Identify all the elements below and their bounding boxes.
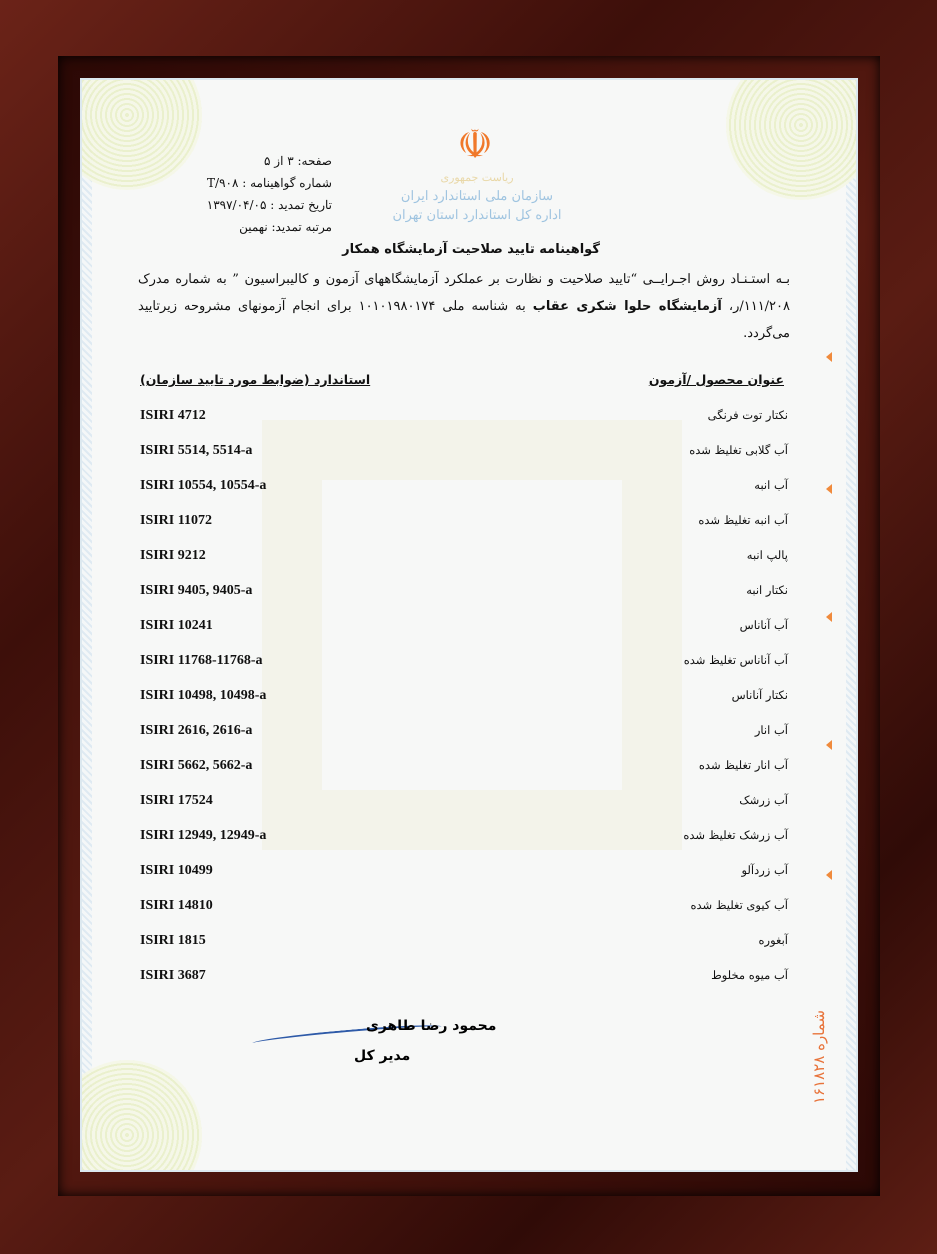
table-row [140,863,788,883]
table-row [140,828,788,848]
triangle-mark [826,484,832,494]
table-row [140,898,788,918]
certificate-paragraph [138,266,790,347]
certificate [80,78,858,1172]
product-name: آب کیوی تغلیظ شده [690,898,788,912]
standard-code: ISIRI 5662, 5662-a [140,758,253,773]
certificate-info [172,150,332,238]
table-row [140,443,788,463]
product-name: آب آناناس [739,618,788,632]
product-name: نکتار توت فرنگی [707,408,788,422]
table-row [140,583,788,603]
product-name: آبغوره [758,933,788,947]
standard-code: ISIRI 1815 [140,933,206,948]
triangle-mark [826,740,832,750]
standard-code: ISIRI 5514, 5514-a [140,443,253,458]
paragraph-text: بـه استـنـاد روش اجـرایــی “تایید صلاحیت و نظارت بر عملکرد آزمایشگاههای آزمون و کالیبراسیون ” به شماره مدرک ۱۱۱/۲۰۸/ر، [138,272,791,314]
triangle-mark [826,352,832,362]
product-name: نکتار انبه [746,583,788,597]
standard-code: ISIRI 14810 [140,898,213,913]
triangle-mark [826,870,832,880]
product-name: آب میوه مخلوط [711,968,788,982]
table-row [140,408,788,428]
certificate-title: گواهینامه تایید صلاحیت آزمایشگاه همکار [342,242,600,257]
product-name: آب انار [754,723,788,737]
table-row [140,653,788,673]
product-name: پالپ انبه [746,548,788,562]
page-number: صفحه: ۳ از ۵ [264,154,332,168]
triangle-mark [826,612,832,622]
product-name: آب گلابی تغلیظ شده [689,443,788,457]
logo-line: اداره کل استاندارد استان تهران [392,208,562,223]
table-row [140,548,788,568]
standard-code: ISIRI 17524 [140,793,213,808]
header-standard: استاندارد (ضوابط مورد تایید سازمان) [140,372,371,387]
table-row [140,758,788,778]
serial-number: شماره ۱۶۱۸۲۸ [810,1010,828,1105]
standard-code: ISIRI 10241 [140,618,213,633]
product-name: آب زرشک [739,793,788,807]
standard-code: ISIRI 10499 [140,863,213,878]
header-product: عنوان محصول /آزمون [648,372,784,387]
table-row [140,618,788,638]
standard-code: ISIRI 10554, 10554-a [140,478,267,493]
standard-code: ISIRI 12949, 12949-a [140,828,267,843]
standard-code: ISIRI 3687 [140,968,206,983]
table-row [140,688,788,708]
product-name: آب انار تغلیظ شده [698,758,788,772]
renewal-date: تاریخ تمدید : ۱۳۹۷/۰۴/۰۵ [206,198,332,212]
product-name: آب آناناس تغلیظ شده [683,653,788,667]
product-name: آب زرشک تغلیظ شده [683,828,788,842]
certificate-number: شماره گواهینامه : T/۹۰۸ [207,176,332,190]
standard-code: ISIRI 10498, 10498-a [140,688,267,703]
logo-text [382,168,572,225]
standard-code: ISIRI 11072 [140,513,212,528]
logo-line: ریاست جمهوری [440,171,514,184]
renewal-round: مرتبه تمدید: نهمین [239,220,332,234]
signatory-title: مدیر کل [354,1048,411,1064]
standard-code: ISIRI 2616, 2616-a [140,723,253,738]
table-row [140,478,788,498]
product-name: آب انبه [754,478,788,492]
product-name: نکتار آناناس [731,688,788,702]
lab-name: آزمایشگاه حلوا شکری عقاب [532,299,722,314]
standard-code: ISIRI 11768-11768-a [140,653,263,668]
table-row [140,933,788,953]
emblem-icon: ☫ [457,122,493,168]
standard-code: ISIRI 9405, 9405-a [140,583,253,598]
table-row [140,513,788,533]
table-row [140,968,788,988]
logo-line: سازمان ملی استاندارد ایران [400,189,554,204]
product-name: آب انبه تغلیظ شده [698,513,788,527]
table-row [140,793,788,813]
paragraph-text: به شناسه ملی ۱۰۱۰۱۹۸۰۱۷۴ برای انجام آزمونهای مشروحه زیرتایید می‌گردد. [138,299,790,341]
signatory-name: محمود رضا طاهری [366,1018,497,1034]
standard-code: ISIRI 4712 [140,408,206,423]
rosette [726,78,858,200]
rosette [80,1060,202,1172]
product-name: آب زردآلو [741,863,788,877]
standard-code: ISIRI 9212 [140,548,206,563]
table-row [140,723,788,743]
